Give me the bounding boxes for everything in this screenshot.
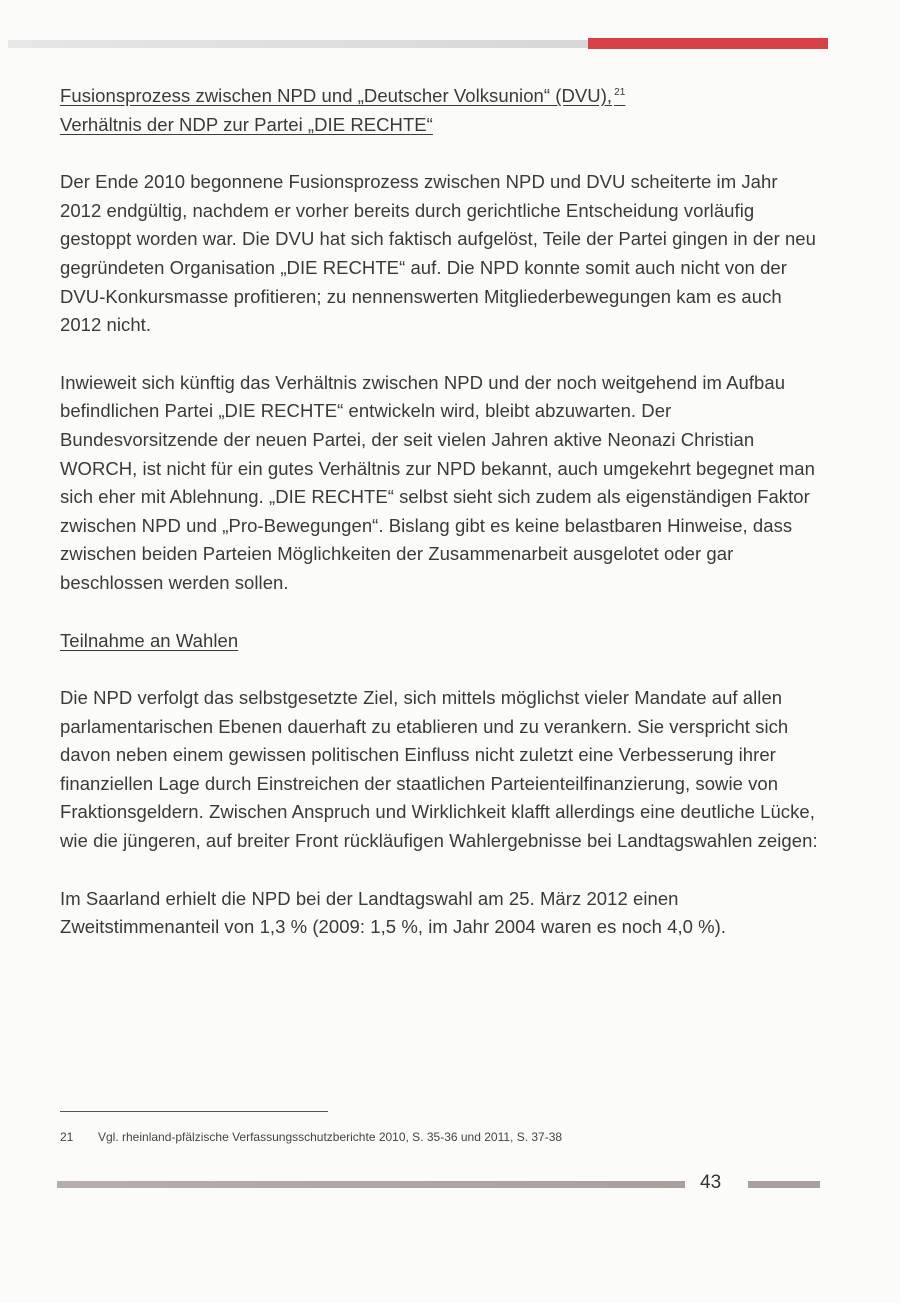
- page-content: [60, 82, 820, 942]
- footnote: [60, 1129, 820, 1145]
- footnote-number: 21: [60, 1130, 74, 1144]
- footnote-text: Vgl. rheinland-pfälzische Verfassungsschutzberichte 2010, S. 35-36 und 2011, S. 37-38: [98, 1130, 563, 1144]
- paragraph-fusion: Der Ende 2010 begonnene Fusionsprozess zwischen NPD und DVU scheiterte im Jahr 2012 endgültig, nachdem er vorher bereits durch gerichtliche Entscheidung vorläufig gestoppt worden war. Die DVU hat sich faktisch aufgelöst, Teile der Partei gingen in der neu gegründeten Organisation „DIE RECHTE“ auf. Die NPD konnte somit auch nicht von der DVU-Konkursmasse profitieren; zu nennenswerten Mitgliederbewegungen kam es auch 2012 nicht.: [60, 171, 816, 336]
- footnote-divider: [60, 1111, 328, 1112]
- top-decorative-rule: [8, 40, 588, 48]
- footnote-reference[interactable]: 21: [614, 86, 626, 98]
- bottom-decorative-rule: [57, 1181, 685, 1188]
- paragraph-wahlziel: Die NPD verfolgt das selbstgesetzte Ziel, sich mittels möglichst vieler Mandate auf allen parlamentarischen Ebenen dauerhaft zu etablieren und zu verankern. Sie verspricht sich davon neben einem gewissen politischen Einfluss nicht zuletzt eine Verbesserung ihrer finanziellen Lage durch Einstreichen der staatlichen Parteienteilfinanzierung, sowie von Fraktionsgeldern. Zwischen Anspruch und Wirklichkeit klafft allerdings eine deutliche Lücke, wie die jüngeren, auf breiter Front rückläufigen Wahlergebnisse bei Landtagswahlen zeigen:: [60, 687, 818, 852]
- heading-line-1: Fusionsprozess zwischen NPD und „Deutscher Volksunion“ (DVU),: [60, 85, 613, 106]
- paragraph-saarland: Im Saarland erhielt die NPD bei der Landtagswahl am 25. März 2012 einen Zweitstimmenanteil von 1,3 % (2009: 1,5 %, im Jahr 2004 waren es noch 4,0 %).: [60, 887, 727, 938]
- page-number: 43: [700, 1172, 722, 1193]
- heading-line-2: Verhältnis der NDP zur Partei „DIE RECHTE“: [60, 113, 433, 135]
- paragraph-die-rechte: Inwieweit sich künftig das Verhältnis zwischen NPD und der noch weitgehend im Aufbau befindlichen Partei „DIE RECHTE“ entwickeln wird, bleibt abzuwarten. Der Bundesvorsitzende der neuen Partei, der seit vielen Jahren aktive Neonazi Christian WORCH, ist nicht für ein gutes Verhältnis zur NPD bekannt, auch umgekehrt begegnet man sich eher mit Ablehnung. „DIE RECHTE“ selbst sieht sich zudem als eigenständigen Faktor zwischen NPD und „Pro-Bewegungen“. Bislang gibt es keine belastbaren Hinweise, dass zwischen beiden Parteien Möglichkeiten der Zusammenarbeit ausgelotet oder gar beschlossen werden sollen.: [60, 371, 815, 593]
- top-accent-bar: [588, 38, 828, 49]
- section-heading-fusion: [60, 82, 820, 139]
- section-heading-wahlen: Teilnahme an Wahlen: [60, 629, 239, 651]
- bottom-decorative-rule-right: [748, 1181, 820, 1188]
